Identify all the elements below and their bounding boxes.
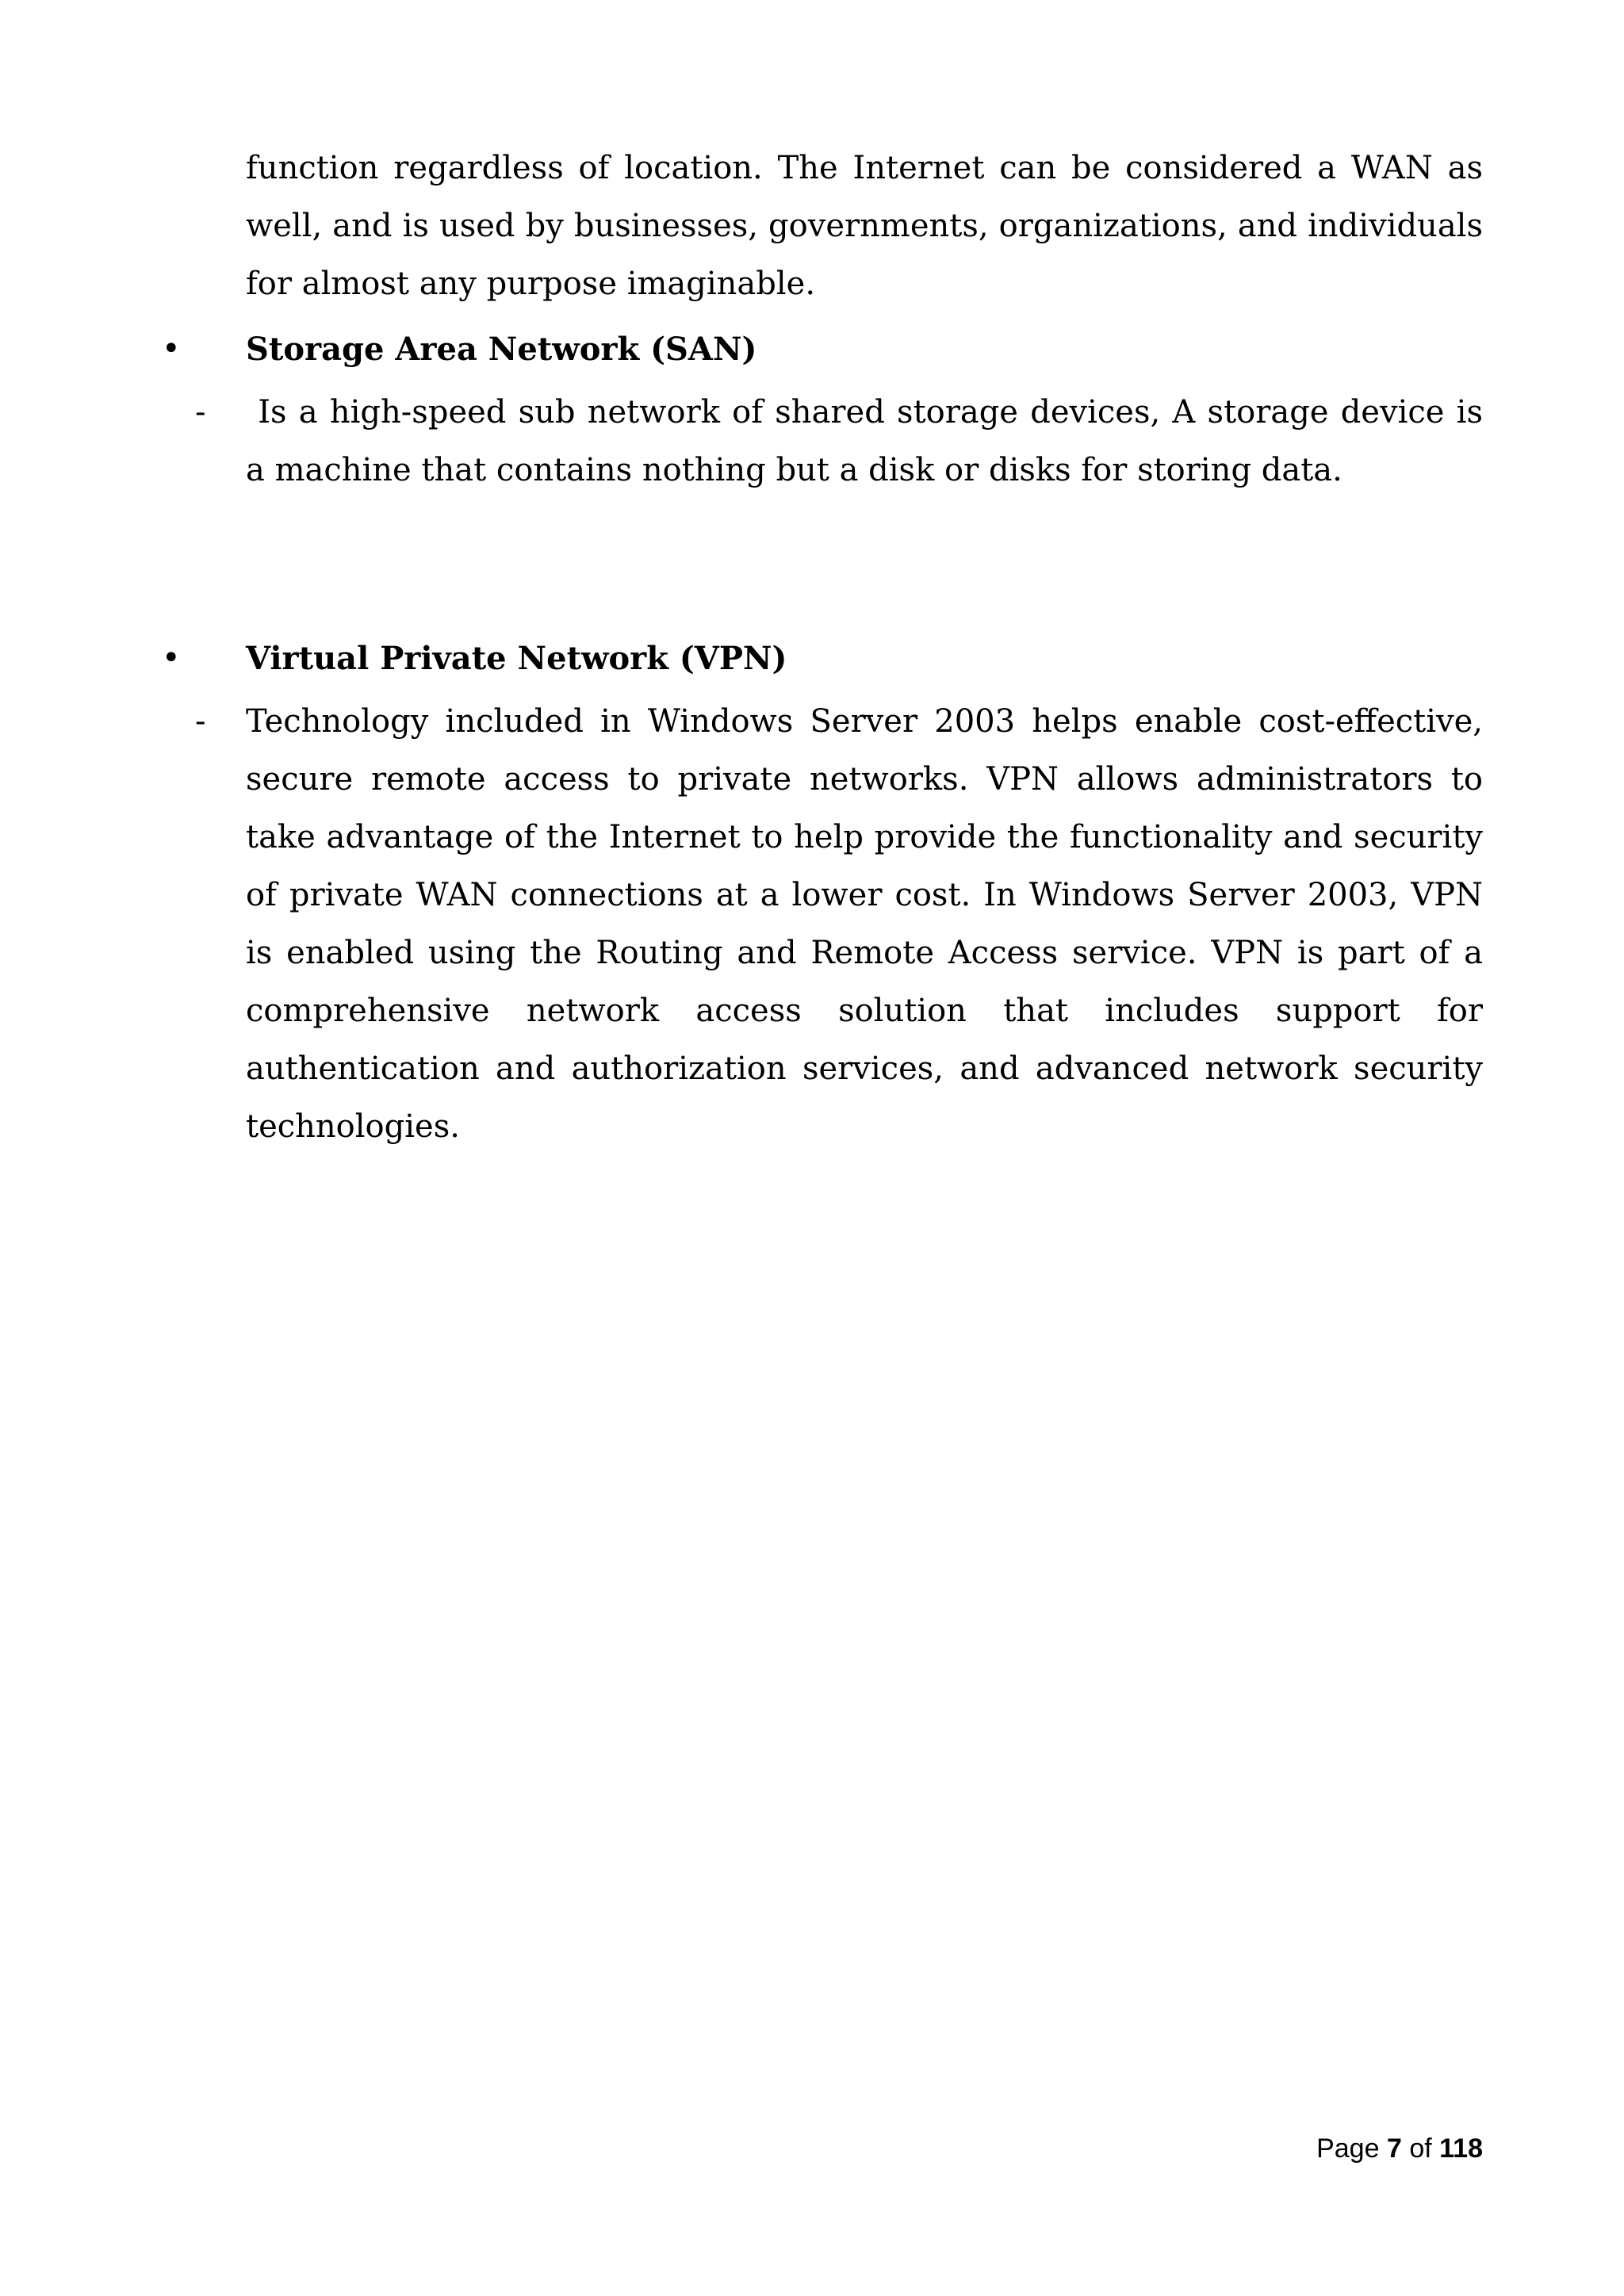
vpn-paragraph: Technology included in Windows Server 2003 helps enable cost-effective, secure remote access to private networks. VPN allows administrators to take advantage of the Internet to help provide the functionality and security of private WAN connections at a lower cost. In Windows Server 2003, VPN is enabled using the Routing and Remote Access service. VPN is part of a comprehensive network access solution that includes support for authentication and authorization services, and advanced network security technologies. <box>246 703 1483 1145</box>
vpn-heading: Virtual Private Network (VPN) <box>246 640 787 677</box>
san-bullet: • <box>162 331 181 367</box>
san-dash: - <box>195 394 206 430</box>
vpn-bullet: • <box>162 640 181 676</box>
intro-paragraph: function regardless of location. The Internet can be considered a WAN as well, and is used by businesses, governments, organizations, and individuals for almost any purpose imaginable. <box>246 150 1483 302</box>
page-total: 118 <box>1439 2133 1483 2164</box>
page-of-label: of <box>1409 2133 1432 2164</box>
page-label: Page <box>1316 2133 1380 2164</box>
page-footer <box>1316 2133 1483 2164</box>
vpn-dash: - <box>195 703 206 740</box>
san-heading: Storage Area Network (SAN) <box>246 331 757 368</box>
page-number: 7 <box>1386 2133 1402 2164</box>
san-paragraph: Is a high-speed sub network of shared storage devices, A storage device is a machine that contains nothing but a disk or disks for storing data. <box>246 394 1493 488</box>
